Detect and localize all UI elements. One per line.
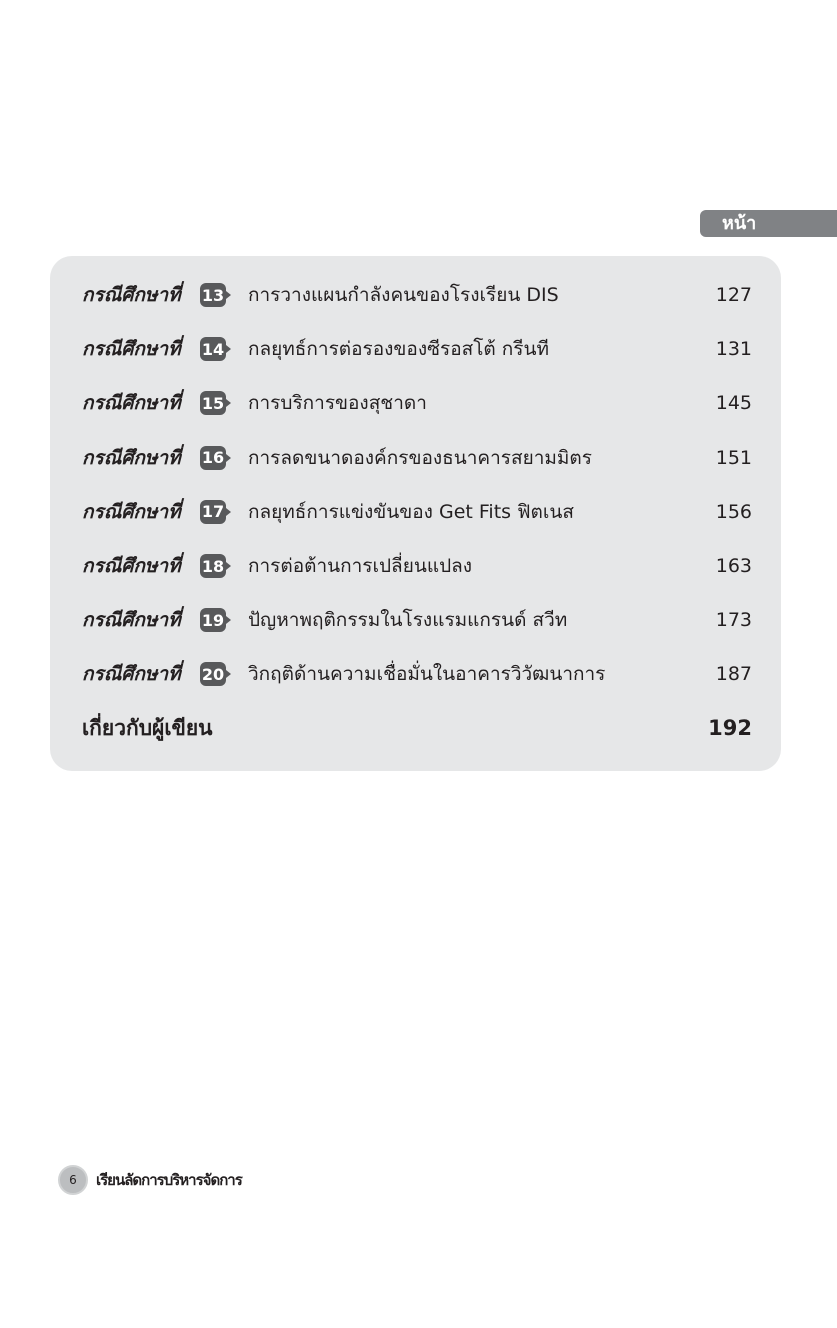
- entry-title: การวางแผนกำลังคนของโรงเรียน DIS: [248, 284, 559, 306]
- case-number-badge: 16: [200, 446, 226, 470]
- case-number-badge: 13: [200, 283, 226, 307]
- footer: [58, 1165, 242, 1195]
- entry-page: 163: [715, 555, 752, 577]
- case-number-badge: 14: [200, 337, 226, 361]
- case-number-badge: 19: [200, 608, 226, 632]
- entry-title: ปัญหาพฤติกรรมในโรงแรมแกรนด์ สวีท: [248, 609, 568, 632]
- entry-page: 173: [715, 609, 752, 632]
- entry-title: การต่อต้านการเปลี่ยนแปลง: [248, 555, 473, 577]
- toc-entry[interactable]: [82, 443, 752, 473]
- case-label: กรณีศึกษาที่: [82, 663, 181, 686]
- entry-page: 156: [715, 500, 752, 523]
- case-label: กรณีศึกษาที่: [82, 392, 181, 415]
- entry-title: กลยุทธ์การแข่งขันของ Get Fits ฟิตเนส: [248, 500, 574, 523]
- entry-page: 127: [715, 284, 752, 306]
- toc-entry[interactable]: [82, 605, 752, 635]
- entry-title: วิกฤติด้านความเชื่อมั่นในอาคารวิวัฒนาการ: [248, 663, 606, 686]
- case-number-badge: 15: [200, 391, 226, 415]
- case-label: กรณีศึกษาที่: [82, 338, 181, 361]
- case-number-badge: 20: [200, 662, 226, 686]
- case-label: กรณีศึกษาที่: [82, 446, 181, 469]
- toc-about-author[interactable]: [82, 713, 752, 743]
- case-label: กรณีศึกษาที่: [82, 284, 181, 306]
- entry-title: กลยุทธ์การต่อรองของซีรอสโต้ กรีนที: [248, 338, 550, 361]
- toc-entry[interactable]: [82, 388, 752, 418]
- toc-entry[interactable]: [82, 659, 752, 689]
- entry-title: การลดขนาดองค์กรของธนาคารสยามมิตร: [248, 446, 592, 469]
- page-column-tab: หน้า: [700, 210, 837, 237]
- case-label: กรณีศึกษาที่: [82, 500, 181, 523]
- entry-page: 187: [715, 663, 752, 686]
- case-number-badge: 18: [200, 554, 226, 578]
- about-page: 192: [708, 716, 752, 740]
- toc-entry[interactable]: [82, 280, 752, 310]
- entry-page: 145: [715, 392, 752, 415]
- book-title: เรียนลัดการบริหารจัดการ: [96, 1171, 242, 1189]
- about-title: เกี่ยวกับผู้เขียน: [82, 715, 213, 740]
- page-number-badge: 6: [58, 1165, 88, 1195]
- toc-entry[interactable]: [82, 334, 752, 364]
- entry-title: การบริการของสุชาดา: [248, 392, 427, 415]
- case-label: กรณีศึกษาที่: [82, 609, 181, 632]
- entry-page: 131: [715, 338, 752, 361]
- entry-page: 151: [715, 446, 752, 469]
- toc-entry[interactable]: [82, 497, 752, 527]
- toc-entry[interactable]: [82, 551, 752, 581]
- case-number-badge: 17: [200, 500, 226, 524]
- case-label: กรณีศึกษาที่: [82, 555, 181, 577]
